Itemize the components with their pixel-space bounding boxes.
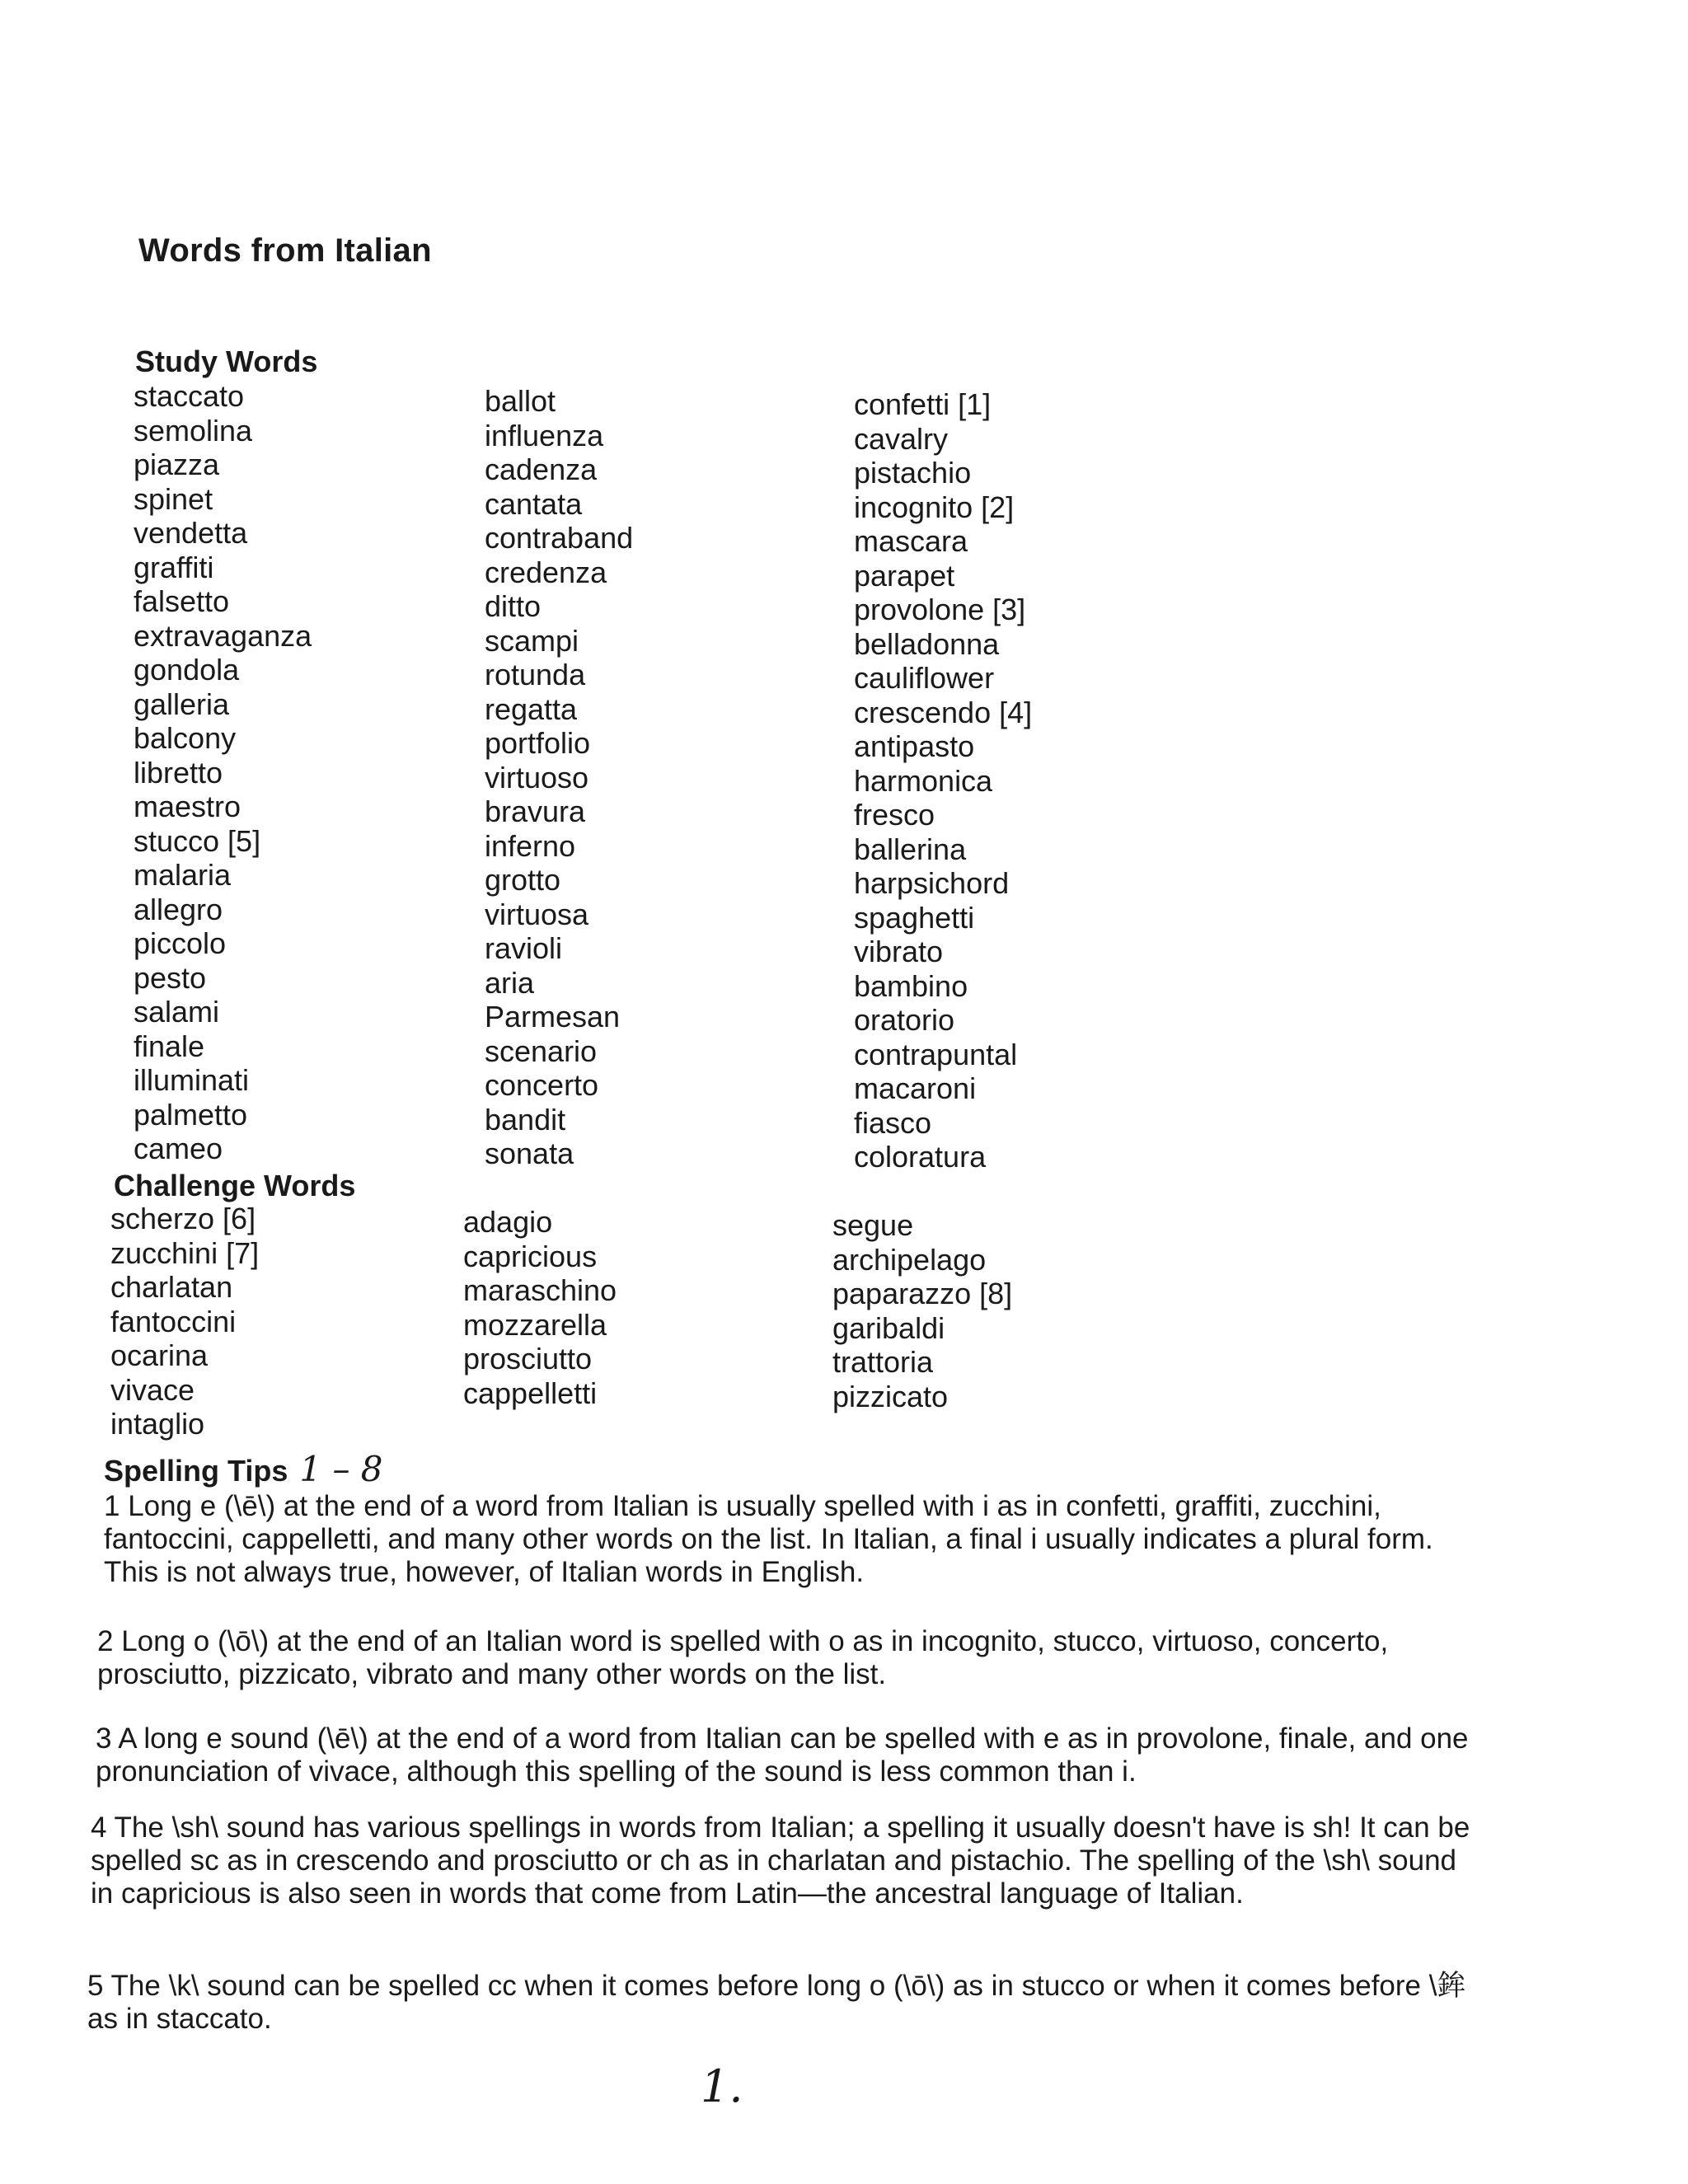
word-list-item: harmonica xyxy=(854,763,993,798)
word-list-item: concerto xyxy=(485,1068,599,1102)
word-list-item: contrapuntal xyxy=(854,1037,1018,1071)
word-list-item: spaghetti xyxy=(854,900,975,935)
word-list-item: pizzicato xyxy=(832,1379,949,1413)
word-list-item: piazza xyxy=(134,448,220,481)
word-list-item: bravura xyxy=(485,794,586,828)
word-list-item: portfolio xyxy=(485,726,591,760)
word-list-item: charlatan xyxy=(110,1270,233,1304)
word-list-item: credenza xyxy=(485,555,607,589)
word-list-item: pistachio xyxy=(854,456,972,490)
word-list-item: extravaganza xyxy=(134,618,312,653)
word-list-item: macaroni xyxy=(854,1071,977,1105)
study-words-column-3 xyxy=(854,387,1032,1174)
word-list-item: maraschino xyxy=(463,1273,617,1307)
word-list-item: ravioli xyxy=(485,931,563,965)
word-list-item: incognito [2] xyxy=(854,490,1015,524)
word-list-item: staccato xyxy=(134,379,245,413)
challenge-words-column-2 xyxy=(463,1205,617,1410)
spelling-tip-2: 2 Long o (\ō\) at the end of an Italian word is spelled with o as in incognito, stucco, virtuoso, concerto, prosciutto, pizzicato, vibrato and many other words on the list. xyxy=(97,1625,1389,1690)
word-list-item: belladonna xyxy=(854,626,1000,661)
word-list-item: falsetto xyxy=(134,584,230,618)
challenge-words-heading: Challenge Words xyxy=(114,1169,356,1202)
word-list-item: scampi xyxy=(485,623,579,658)
word-list-item: ocarina xyxy=(110,1338,209,1372)
word-list-item: cauliflower xyxy=(854,661,995,695)
word-list-item: harpsichord xyxy=(854,866,1010,900)
word-list-item: finale xyxy=(134,1029,205,1063)
word-list-item: prosciutto xyxy=(463,1342,593,1376)
word-list-item: aria xyxy=(485,965,535,1000)
word-list-item: salami xyxy=(134,995,220,1029)
word-list-item: balcony xyxy=(134,721,237,755)
word-list-item: stucco [5] xyxy=(134,823,261,858)
spelling-tip-4: 4 The \sh\ sound has various spellings in words from Italian; a spelling it usually doesn't have is sh! It can be spelled sc as in crescendo and prosciutto or ch as in charlatan and pistachio. The spelling of the \sh\ sound in capricious is also seen in words that come from Latin—the ancestral language of Italian. xyxy=(91,1811,1470,1910)
word-list-item: archipelago xyxy=(832,1242,987,1277)
word-list-item: cameo xyxy=(134,1132,223,1165)
page-title: Words from Italian xyxy=(138,232,432,269)
word-list-item: capricious xyxy=(463,1239,598,1273)
word-list-item: grotto xyxy=(485,863,561,897)
word-list-item: intaglio xyxy=(110,1407,205,1441)
spelling-tips-label: Spelling Tips xyxy=(104,1454,288,1488)
word-list-item: paparazzo [8] xyxy=(832,1277,1013,1310)
page-number: 1. xyxy=(701,2060,743,2112)
word-list-item: libretto xyxy=(134,755,223,790)
word-list-item: vendetta xyxy=(134,516,248,550)
word-list-item: illuminati xyxy=(134,1063,250,1097)
word-list-item: fresco xyxy=(854,798,935,832)
word-list-item: coloratura xyxy=(854,1140,987,1174)
word-list-item: Parmesan xyxy=(485,1000,621,1033)
word-list-item: virtuosa xyxy=(485,897,589,931)
word-list-item: mozzarella xyxy=(463,1307,607,1342)
word-list-item: garibaldi xyxy=(832,1310,945,1345)
word-list-item: fiasco xyxy=(854,1105,932,1140)
word-list-item: cantata xyxy=(485,486,583,521)
spelling-tips-heading xyxy=(104,1449,383,1489)
word-list-item: semolina xyxy=(134,413,253,448)
word-list-item: virtuoso xyxy=(485,760,589,794)
word-list-item: ditto xyxy=(485,589,542,623)
word-list-item: segue xyxy=(832,1208,914,1242)
word-list-item: oratorio xyxy=(854,1003,955,1037)
word-list-item: pesto xyxy=(134,960,207,995)
word-list-item: palmetto xyxy=(134,1097,248,1132)
word-list-item: zucchini [7] xyxy=(110,1235,260,1270)
word-list-item: graffiti xyxy=(134,550,214,584)
word-list-item: fantoccini xyxy=(110,1304,237,1338)
word-list-item: trattoria xyxy=(832,1345,934,1379)
word-list-item: bambino xyxy=(854,968,968,1003)
spelling-tip-5: 5 The \k\ sound can be spelled cc when it comes before long o (\ō\) as in stucco or when it comes before \鉾 as in staccato. xyxy=(87,1970,1466,2035)
word-list-item: adagio xyxy=(463,1205,553,1239)
word-list-item: bandit xyxy=(485,1102,566,1137)
word-list-item: gondola xyxy=(134,653,240,687)
challenge-words-column-1 xyxy=(110,1202,259,1441)
word-list-item: crescendo [4] xyxy=(854,695,1033,729)
word-list-item: vivace xyxy=(110,1372,195,1407)
challenge-words-column-3 xyxy=(832,1208,1012,1413)
word-list-item: parapet xyxy=(854,558,955,593)
word-list-item: scenario xyxy=(485,1033,598,1068)
word-list-item: scherzo [6] xyxy=(110,1202,256,1235)
word-list-item: galleria xyxy=(134,687,230,721)
word-list-item: regatta xyxy=(485,691,578,726)
handwritten-range-note: 1 – 8 xyxy=(299,1449,383,1489)
word-list-item: inferno xyxy=(485,828,576,863)
word-list-item: provolone [3] xyxy=(854,593,1026,626)
word-list-item: piccolo xyxy=(134,926,227,960)
word-list-item: cappelletti xyxy=(463,1376,598,1410)
word-list-item: mascara xyxy=(854,524,968,558)
word-list-item: confetti [1] xyxy=(854,387,992,421)
study-words-column-1 xyxy=(134,379,312,1166)
word-list-item: cadenza xyxy=(485,452,598,486)
word-list-item: vibrato xyxy=(854,935,944,968)
study-words-heading: Study Words xyxy=(135,344,318,378)
word-list-item: sonata xyxy=(485,1137,574,1170)
word-list-item: antipasto xyxy=(854,729,975,763)
word-list-item: contraband xyxy=(485,521,634,555)
word-list-item: allegro xyxy=(134,892,223,926)
word-list-item: ballerina xyxy=(854,832,967,866)
word-list-item: rotunda xyxy=(485,658,586,691)
word-list-item: maestro xyxy=(134,790,241,823)
word-list-item: cavalry xyxy=(854,421,949,456)
spelling-tip-3: 3 A long e sound (\ē\) at the end of a word from Italian can be spelled with e as in provolone, finale, and one pronunciation of vivace, although this spelling of the sound is less common than i. xyxy=(96,1722,1469,1788)
word-list-item: spinet xyxy=(134,481,213,516)
word-list-item: ballot xyxy=(485,384,556,418)
word-list-item: malaria xyxy=(134,858,232,892)
spelling-tip-1: 1 Long e (\ē\) at the end of a word from Italian is usually spelled with i as in confetti, graffiti, zucchini, fantoccini, cappelletti, and many other words on the list. In Italian, a final i usually indicates a plural form. This is not always true, however, of Italian words in English. xyxy=(104,1490,1433,1588)
word-list-item: influenza xyxy=(485,418,604,452)
study-words-column-2 xyxy=(485,384,633,1171)
